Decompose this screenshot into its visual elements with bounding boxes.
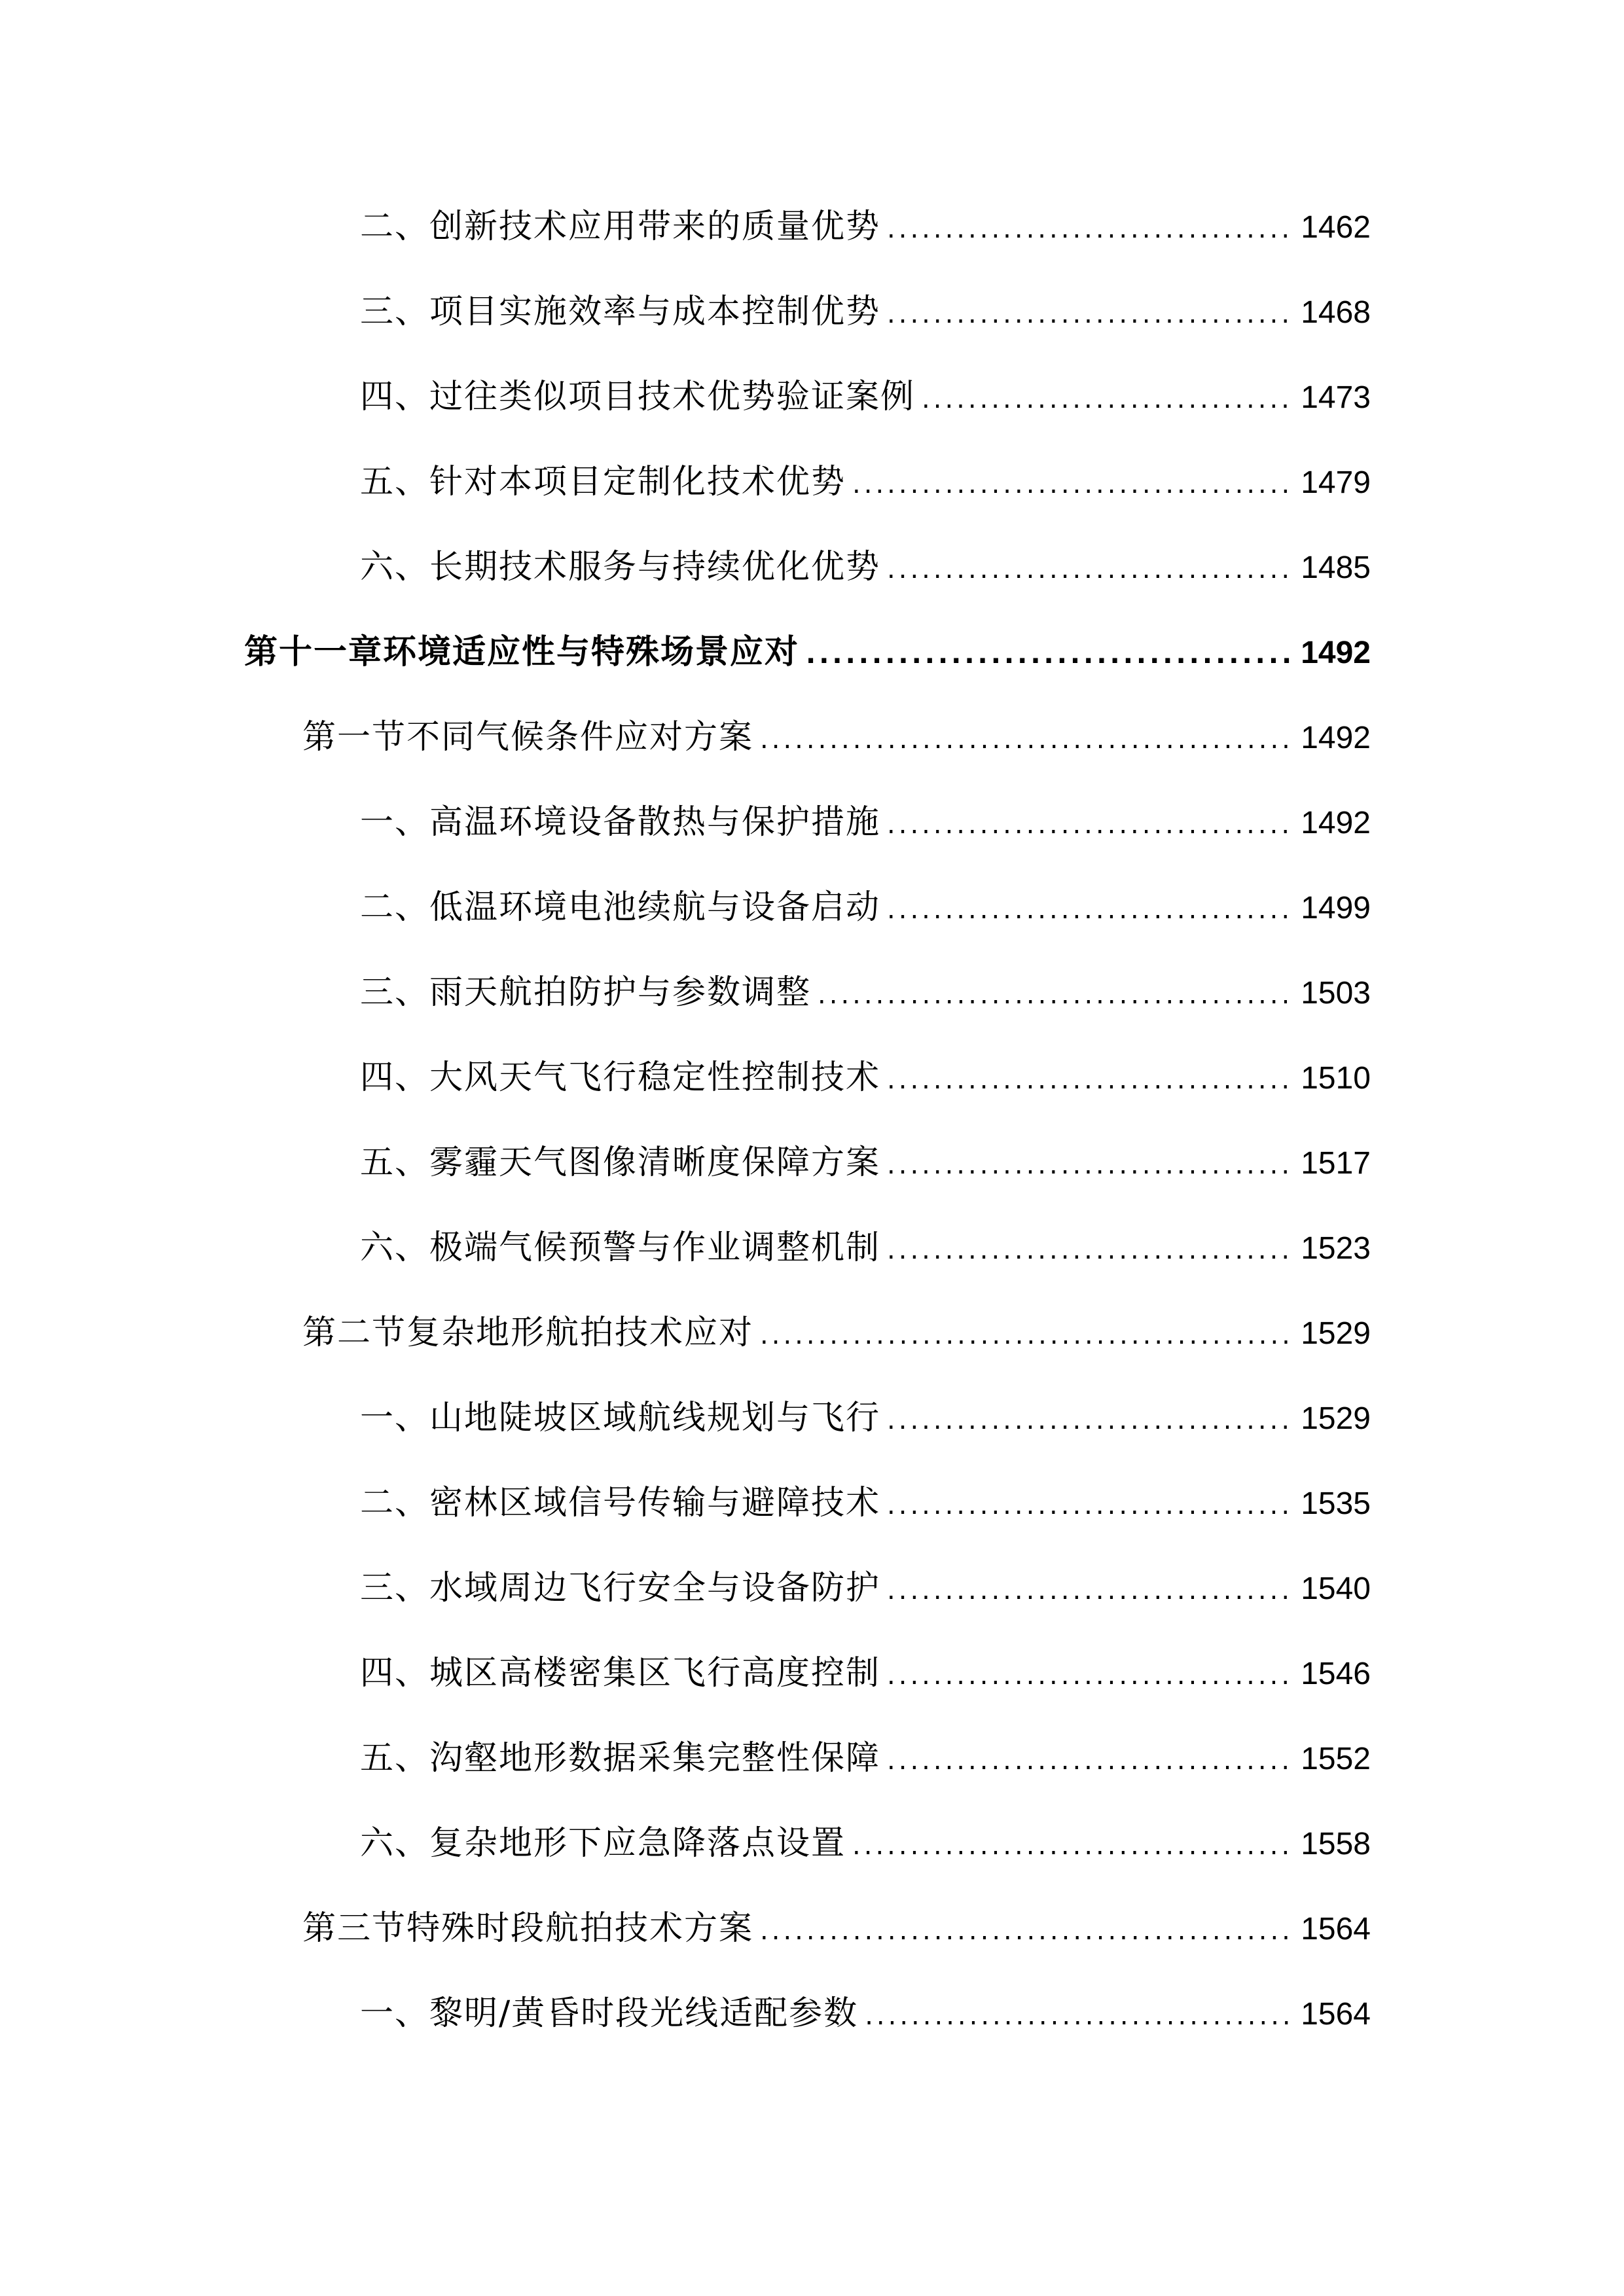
toc-entry-title: 四、城区高楼密集区飞行高度控制 <box>360 1654 881 1693</box>
toc-entry-title: 第二节复杂地形航拍技术应对 <box>302 1314 754 1352</box>
toc-page-number: 1546 <box>1301 1657 1371 1691</box>
toc-entry[interactable] <box>360 1474 1371 1533</box>
toc-dot-leader <box>818 965 1294 1024</box>
toc-entry[interactable] <box>360 1814 1371 1873</box>
toc-dot-leader <box>887 1561 1294 1620</box>
toc-dot-leader <box>865 1986 1294 2045</box>
toc-page-number: 1492 <box>1301 721 1371 755</box>
toc-dot-leader <box>760 1901 1294 1960</box>
toc-entry[interactable] <box>360 1049 1371 1107</box>
toc-entry[interactable] <box>360 1389 1371 1448</box>
toc-entry-title: 六、极端气候预警与作业调整机制 <box>360 1229 881 1267</box>
toc-dot-leader <box>887 1391 1294 1450</box>
toc-page-number: 1558 <box>1301 1827 1371 1861</box>
toc-dot-leader <box>922 370 1294 429</box>
toc-entry-title: 第十一章环境适应性与特殊场景应对 <box>244 633 800 672</box>
toc-entry-title: 五、沟壑地形数据采集完整性保障 <box>360 1739 881 1778</box>
toc-page-number: 1499 <box>1301 891 1371 925</box>
toc-entry-title: 第一节不同气候条件应对方案 <box>302 718 754 757</box>
toc-page-number: 1503 <box>1301 976 1371 1011</box>
toc-entry[interactable] <box>360 453 1371 512</box>
toc-entry-title: 一、高温环境设备散热与保护措施 <box>360 803 881 842</box>
toc-entry[interactable] <box>360 963 1371 1022</box>
toc-page-number: 1564 <box>1301 1997 1371 2032</box>
toc-entry[interactable] <box>360 1644 1371 1703</box>
toc-dot-leader <box>887 285 1294 344</box>
toc-entry[interactable] <box>360 878 1371 937</box>
toc-dot-leader <box>806 625 1294 684</box>
toc-page-number: 1492 <box>1301 806 1371 840</box>
toc-page-number: 1540 <box>1301 1571 1371 1606</box>
toc-dot-leader <box>760 1306 1294 1365</box>
toc-page-number: 1529 <box>1301 1316 1371 1351</box>
toc-dot-leader <box>887 540 1294 599</box>
toc-page-number: 1510 <box>1301 1061 1371 1096</box>
toc-entry-title: 三、项目实施效率与成本控制优势 <box>360 293 881 331</box>
toc-entry[interactable] <box>360 368 1371 427</box>
toc-entry-title: 四、大风天气飞行稳定性控制技术 <box>360 1058 881 1097</box>
toc-entry-title: 一、黎明/黄昏时段光线适配参数 <box>360 1994 859 2033</box>
toc-dot-leader <box>887 1646 1294 1705</box>
toc-section-entry[interactable] <box>302 1899 1371 1958</box>
toc-page-number: 1468 <box>1301 295 1371 330</box>
toc-entry-title: 六、复杂地形下应急降落点设置 <box>360 1824 846 1863</box>
toc-page-number: 1485 <box>1301 550 1371 585</box>
toc-entry-title: 二、密林区域信号传输与避障技术 <box>360 1484 881 1522</box>
toc-entry[interactable] <box>360 1729 1371 1788</box>
toc-entry[interactable] <box>360 1559 1371 1618</box>
toc-entry-title: 第三节特殊时段航拍技术方案 <box>302 1909 754 1948</box>
toc-dot-leader <box>887 200 1294 259</box>
toc-entry-title: 六、长期技术服务与持续优化优势 <box>360 548 881 586</box>
toc-entry-title: 四、过往类似项目技术优势验证案例 <box>360 378 916 416</box>
toc-page-number: 1523 <box>1301 1231 1371 1266</box>
toc-entry[interactable] <box>360 538 1371 597</box>
toc-page-number: 1564 <box>1301 1912 1371 1946</box>
toc-entry-title: 三、雨天航拍防护与参数调整 <box>360 973 812 1012</box>
toc-page-number: 1479 <box>1301 465 1371 500</box>
toc-entry[interactable] <box>360 1134 1371 1193</box>
toc-section-entry[interactable] <box>302 1304 1371 1363</box>
toc-dot-leader <box>887 1221 1294 1280</box>
toc-entry-title: 五、针对本项目定制化技术优势 <box>360 463 846 501</box>
toc-entry-title: 三、水域周边飞行安全与设备防护 <box>360 1569 881 1607</box>
toc-page-number: 1517 <box>1301 1146 1371 1181</box>
toc-entry-title: 二、低温环境电池续航与设备启动 <box>360 888 881 927</box>
toc-entry-title: 一、山地陡坡区域航线规划与飞行 <box>360 1399 881 1437</box>
toc-section-entry[interactable] <box>302 708 1371 767</box>
toc-entry[interactable] <box>360 793 1371 852</box>
toc-dot-leader <box>887 1136 1294 1194</box>
toc-entry[interactable] <box>360 1984 1371 2043</box>
toc-page-number: 1492 <box>1301 636 1371 670</box>
toc-dot-leader <box>887 1731 1294 1790</box>
toc-entry[interactable] <box>360 198 1371 257</box>
toc-page-number: 1462 <box>1301 210 1371 245</box>
toc-dot-leader <box>852 455 1294 514</box>
toc-dot-leader <box>887 795 1294 854</box>
toc-dot-leader <box>887 1476 1294 1535</box>
toc-entry[interactable] <box>360 1219 1371 1278</box>
toc-dot-leader <box>887 880 1294 939</box>
toc-entry-title: 二、创新技术应用带来的质量优势 <box>360 207 881 246</box>
toc-chapter-entry[interactable] <box>244 623 1371 682</box>
toc-dot-leader <box>887 1050 1294 1109</box>
toc-dot-leader <box>760 710 1294 769</box>
toc-dot-leader <box>852 1816 1294 1875</box>
toc-page-number: 1552 <box>1301 1742 1371 1776</box>
toc-entry-title: 五、雾霾天气图像清晰度保障方案 <box>360 1143 881 1182</box>
toc-entry[interactable] <box>360 283 1371 342</box>
toc-page-number: 1535 <box>1301 1486 1371 1521</box>
toc-page-number: 1529 <box>1301 1401 1371 1436</box>
toc-page-number: 1473 <box>1301 380 1371 415</box>
